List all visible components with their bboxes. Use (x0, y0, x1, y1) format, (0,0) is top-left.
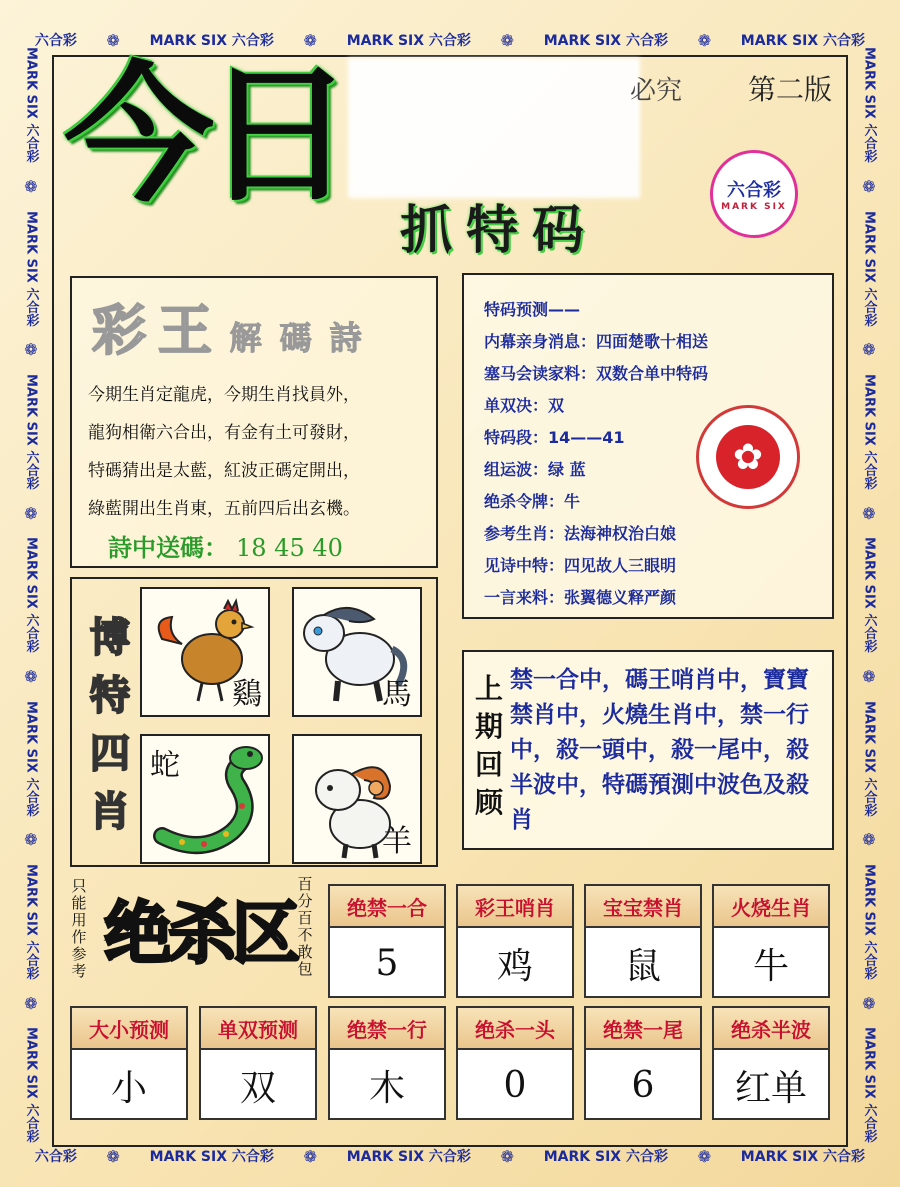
prediction-line: 特码段：14——41 (484, 428, 625, 447)
prediction-line: 绝杀令牌：牛 (484, 492, 581, 511)
prediction-line: 特码预测—— (484, 300, 581, 319)
border-text: MARK SIX 六合彩 (23, 1027, 39, 1143)
poem-line: 今期生肖定龍虎，今期生肖找員外， (88, 385, 360, 405)
border-text: MARK SIX 六合彩 (861, 373, 877, 490)
border-text: MARK SIX 六合彩 (23, 863, 39, 980)
kill-tile (584, 1006, 702, 1120)
kill-tile (456, 1006, 574, 1120)
flower-icon: ❁ (500, 30, 515, 50)
border-text: MARK SIX 六合彩 (23, 537, 39, 653)
kill-tile (456, 884, 574, 998)
border-text: MARK SIX 六合彩 (861, 700, 877, 816)
kill-tile-value: 红单 (734, 1067, 807, 1109)
zodiac-label: 羊 (382, 824, 412, 859)
poem-code (108, 528, 343, 563)
disclaimer-note: 百分百不敢包 (297, 875, 313, 978)
flower-icon: ❁ (24, 667, 38, 687)
kill-tile (70, 1006, 188, 1120)
flower-icon: ❁ (862, 503, 876, 523)
kill-tile-value: 5 (375, 942, 399, 984)
zodiac-panel (70, 577, 438, 867)
flower-icon: ❁ (862, 340, 876, 360)
bauhinia-icon: ✿ (716, 425, 780, 489)
poem-line: 特碼猜出是太藍，紅波正碼定開出， (88, 461, 360, 481)
flower-icon: ❁ (24, 993, 38, 1013)
border-text: MARK SIX 六合彩 (23, 47, 39, 163)
logo-subtext: MARK SIX (721, 202, 787, 212)
border-text: MARK SIX 六合彩 (23, 700, 39, 816)
kill-tile-value: 0 (503, 1064, 527, 1106)
prediction-line: 参考生肖：法海神权治白娘 (484, 524, 677, 543)
kill-tile (712, 1006, 830, 1120)
zodiac-cell-rooster (140, 587, 270, 717)
poem-heading (92, 288, 380, 365)
border-text: MARK SIX 六合彩 (861, 210, 877, 326)
official-seal (696, 405, 800, 509)
kill-tile (712, 884, 830, 998)
zodiac-title (82, 609, 138, 841)
kill-zone-title: 绝杀区 (104, 895, 297, 974)
border-text: MARK SIX 六合彩 (23, 210, 39, 326)
kill-tile-label: 火烧生肖 (714, 886, 828, 928)
kill-tile-label: 绝禁一合 (330, 886, 444, 928)
kill-tile-value: 6 (631, 1064, 655, 1106)
kill-tile-label: 彩王哨肖 (458, 886, 572, 928)
poem-lines (88, 376, 428, 528)
copyright-notice: 必究 (630, 76, 683, 106)
poem-heading-main: 彩王 (92, 298, 224, 362)
border-text: MARK SIX 六合彩 (861, 863, 877, 980)
border-left (16, 40, 46, 1150)
prediction-line: 塞马会读家料：双数合单中特码 (484, 364, 709, 383)
border-text: 六合彩 (34, 33, 77, 49)
prediction-line: 见诗中特：四见故人三眼明 (484, 556, 677, 575)
review-title-char: 顾 (474, 786, 503, 819)
zodiac-title-char: 肖 (90, 788, 130, 835)
zodiac-label: 蛇 (150, 748, 180, 783)
kill-tile-value: 鼠 (624, 945, 661, 987)
zodiac-title-char: 博 (90, 614, 130, 661)
poem-code-label: 詩中送碼： (108, 533, 228, 562)
review-title-char: 回 (474, 748, 503, 781)
zodiac-cell-snake (140, 734, 270, 864)
flower-icon: ❁ (697, 30, 712, 50)
prediction-line: 单双决：双 (484, 396, 565, 415)
kill-tile (584, 884, 702, 998)
flower-icon: ❁ (24, 177, 38, 197)
zodiac-cell-goat (292, 734, 422, 864)
border-text: MARK SIX 六合彩 (861, 537, 877, 653)
border-text: MARK SIX 六合彩 (149, 1149, 274, 1165)
zodiac-label: 鷄 (232, 677, 262, 712)
poem-panel (70, 276, 438, 568)
prediction-panel (462, 273, 834, 619)
border-text: MARK SIX 六合彩 (861, 47, 877, 163)
poem-code-numbers: 18 45 40 (236, 534, 343, 562)
flower-icon: ❁ (862, 830, 876, 850)
border-right (854, 40, 884, 1150)
mark-six-logo (710, 150, 798, 238)
kill-tile-value: 木 (368, 1067, 405, 1109)
kill-tile-value: 鸡 (496, 945, 533, 987)
flower-icon: ❁ (106, 30, 120, 50)
flower-icon: ❁ (303, 1146, 317, 1166)
review-title-char: 期 (474, 710, 503, 743)
border-text: MARK SIX 六合彩 (861, 1027, 877, 1143)
prediction-line: 一言来料：张翼德义释严颜 (484, 588, 677, 607)
border-text: MARK SIX 六合彩 (740, 1149, 866, 1165)
blurred-area (348, 58, 640, 198)
flower-icon: ❁ (303, 30, 317, 50)
kill-tile-label: 绝禁一尾 (586, 1008, 700, 1050)
zodiac-cell-horse (292, 587, 422, 717)
page-title: 今日 (64, 47, 345, 223)
review-title (474, 670, 504, 822)
border-text: MARK SIX 六合彩 (149, 33, 274, 49)
flower-icon: ❁ (862, 667, 876, 687)
prediction-line: 组运波：绿 蓝 (484, 460, 586, 479)
logo-text: 六合彩 (727, 180, 781, 201)
flower-icon: ❁ (106, 1146, 120, 1166)
kill-tile (328, 884, 446, 998)
border-text: MARK SIX 六合彩 (346, 33, 471, 49)
zodiac-title-char: 四 (90, 730, 130, 777)
kill-tile-label: 单双预测 (201, 1008, 315, 1050)
kill-tile-value: 小 (110, 1067, 147, 1109)
kill-tile (199, 1006, 317, 1120)
poem-heading-sub: 解碼詩 (229, 319, 380, 357)
kill-tile-value: 双 (239, 1067, 276, 1109)
border-text: MARK SIX 六合彩 (346, 1149, 471, 1165)
flower-icon: ❁ (24, 503, 38, 523)
review-text: 禁一合中，碼王哨肖中，寶寶禁肖中，火燒生肖中，禁一行中，殺一頭中，殺一尾中，殺半波中，特碼預測中波色及殺肖 (510, 666, 809, 833)
kill-tile-label: 宝宝禁肖 (586, 886, 700, 928)
zodiac-label: 馬 (382, 677, 412, 712)
flower-icon: ❁ (697, 1146, 712, 1166)
reference-note: 只能用作参考 (71, 877, 87, 980)
kill-tile-label: 绝杀一头 (458, 1008, 572, 1050)
flower-icon: ❁ (24, 830, 38, 850)
border-text: MARK SIX 六合彩 (740, 33, 866, 49)
kill-tile-label: 大小预测 (72, 1008, 186, 1050)
border-text: 六合彩 (34, 1149, 77, 1165)
page-subtitle: 抓特码 (400, 200, 599, 261)
previous-review-panel (462, 650, 834, 850)
kill-tile-label: 绝杀半波 (714, 1008, 828, 1050)
border-text: MARK SIX 六合彩 (543, 1149, 668, 1165)
prediction-line: 内幕亲身消息：四面楚歌十相送 (484, 332, 709, 351)
kill-tile-label: 绝禁一行 (330, 1008, 444, 1050)
poem-line: 龍狗相衛六合出，有金有土可發財， (88, 423, 360, 443)
flower-icon: ❁ (862, 993, 876, 1013)
flower-icon: ❁ (500, 1146, 515, 1166)
kill-tile (328, 1006, 446, 1120)
border-text: MARK SIX 六合彩 (23, 373, 39, 490)
edition-label: 第二版 (748, 73, 833, 106)
flower-icon: ❁ (24, 340, 38, 360)
zodiac-title-char: 特 (90, 672, 130, 719)
flower-icon: ❁ (862, 177, 876, 197)
review-title-char: 上 (474, 672, 503, 705)
kill-tile-value: 牛 (752, 945, 789, 987)
poem-line: 綠藍開出生肖東，五前四后出玄機。 (88, 499, 360, 519)
border-text: MARK SIX 六合彩 (543, 33, 668, 49)
